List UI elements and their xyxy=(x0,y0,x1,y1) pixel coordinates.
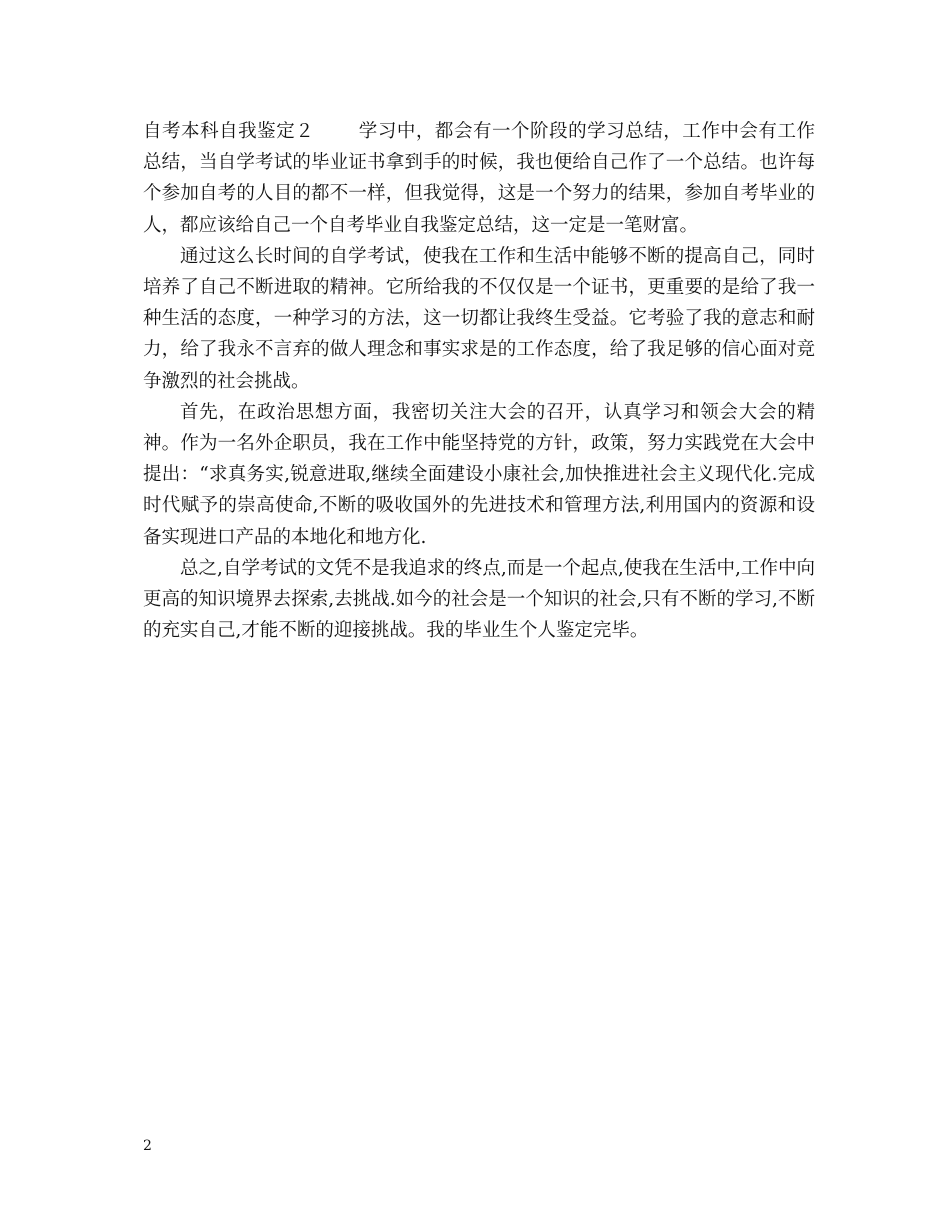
paragraph-3: 首先，在政治思想方面，我密切关注大会的召开，认真学习和领会大会的精神。作为一名外企职员，我在工作中能坚持党的方针，政策，努力实践党在大会中提出：“求真务实,锐意进取,继续全面建设小康社会,加快推进社会主义现代化.完成时代赋予的崇高使命,不断的吸收国外的先进技术和管理方法,利用国内的资源和设备实现进口产品的本地化和地方化. xyxy=(143,401,815,548)
document-title: 自考本科自我鉴定２ xyxy=(143,121,315,142)
paragraph-1 xyxy=(143,116,815,241)
page-number: 2 xyxy=(143,1138,152,1154)
paragraph-2: 通过这么长时间的自学考试，使我在工作和生活中能够不断的提高自己，同时培养了自己不断进取的精神。它所给我的不仅仅是一个证书，更重要的是给了我一种生活的态度，一种学习的方法，这一切都让我终生受益。它考验了我的意志和耐力，给了我永不言弃的做人理念和事实求是的工作态度，给了我足够的信心面对竞争激烈的社会挑战。 xyxy=(143,245,815,392)
document-body xyxy=(143,116,815,646)
paragraph-4: 总之,自学考试的文凭不是我追求的终点,而是一个起点,使我在生活中,工作中向更高的知识境界去探索,去挑战.如今的社会是一个知识的社会,只有不断的学习,不断的充实自己,才能不断的迎接挑战。我的毕业生个人鉴定完毕。 xyxy=(143,557,815,642)
paragraph-1-text: 学习中，都会有一个阶段的学习总结，工作中会有工作总结，当自学考试的毕业证书拿到手的时候，我也便给自己作了一个总结。也许每个参加自考的人目的都不一样，但我觉得，这是一个努力的结果，参加自考毕业的人，都应该给自己一个自考毕业自我鉴定总结，这一定是一笔财富。 xyxy=(143,121,815,236)
